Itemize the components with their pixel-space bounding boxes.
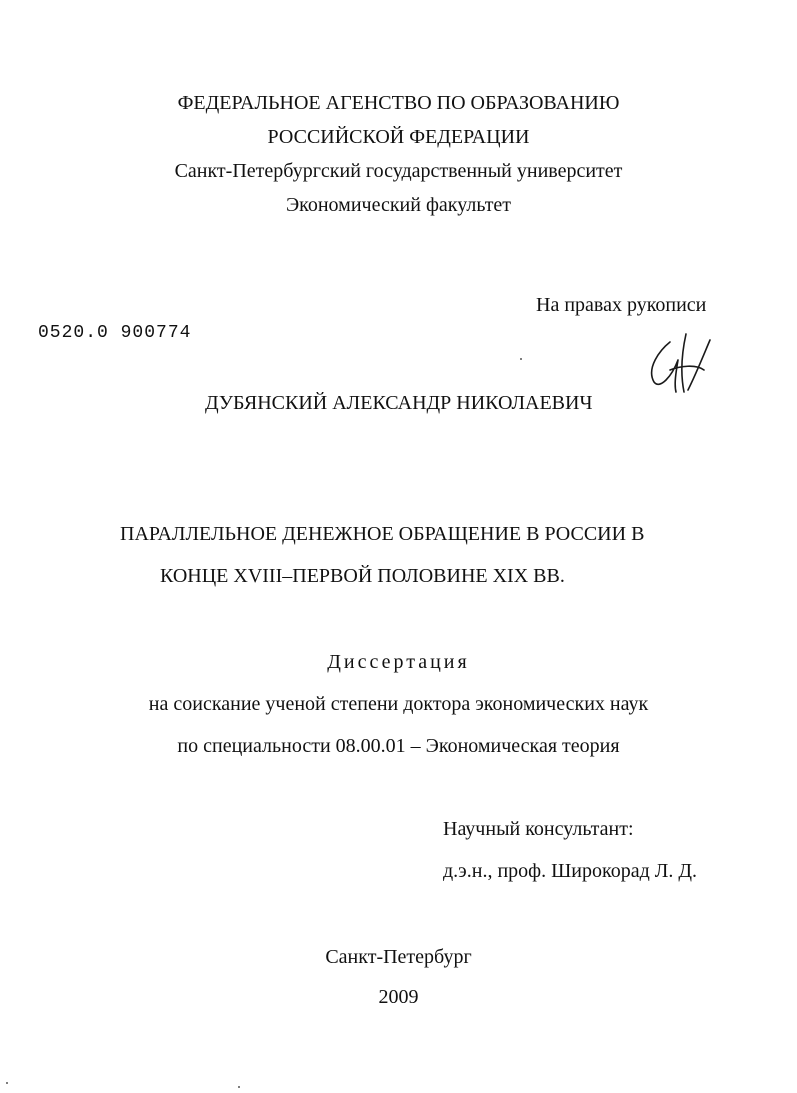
degree-line: на соискание ученой степени доктора экономических наук xyxy=(148,693,649,715)
dissertation-title-line-2: КОНЦЕ XVIII–ПЕРВОЙ ПОЛОВИНЕ XIX ВВ. xyxy=(160,565,565,587)
document-type: Диссертация xyxy=(327,651,470,673)
agency-line-1: ФЕДЕРАЛЬНОЕ АГЕНСТВО ПО ОБРАЗОВАНИЮ xyxy=(177,92,620,114)
speck xyxy=(520,358,522,360)
manuscript-note: На правах рукописи xyxy=(536,294,707,316)
faculty-name: Экономический факультет xyxy=(285,194,512,216)
consultant-label: Научный консультант: xyxy=(443,818,634,840)
specialty-line: по специальности 08.00.01 – Экономическая теория xyxy=(177,735,620,757)
speck xyxy=(6,1082,8,1084)
year: 2009 xyxy=(378,986,419,1008)
consultant-name: д.э.н., проф. Широкорад Л. Д. xyxy=(443,860,697,882)
university-name: Санкт-Петербургский государственный университет xyxy=(174,160,623,182)
catalog-number: 0520.0 900774 xyxy=(38,323,192,343)
signature-icon xyxy=(640,330,720,400)
speck xyxy=(238,1086,240,1088)
author-name: ДУБЯНСКИЙ АЛЕКСАНДР НИКОЛАЕВИЧ xyxy=(205,392,593,414)
dissertation-title-line-1: ПАРАЛЛЕЛЬНОЕ ДЕНЕЖНОЕ ОБРАЩЕНИЕ В РОССИИ В xyxy=(120,523,645,545)
city: Санкт-Петербург xyxy=(325,946,472,968)
agency-line-2: РОССИЙСКОЙ ФЕДЕРАЦИИ xyxy=(267,126,530,148)
